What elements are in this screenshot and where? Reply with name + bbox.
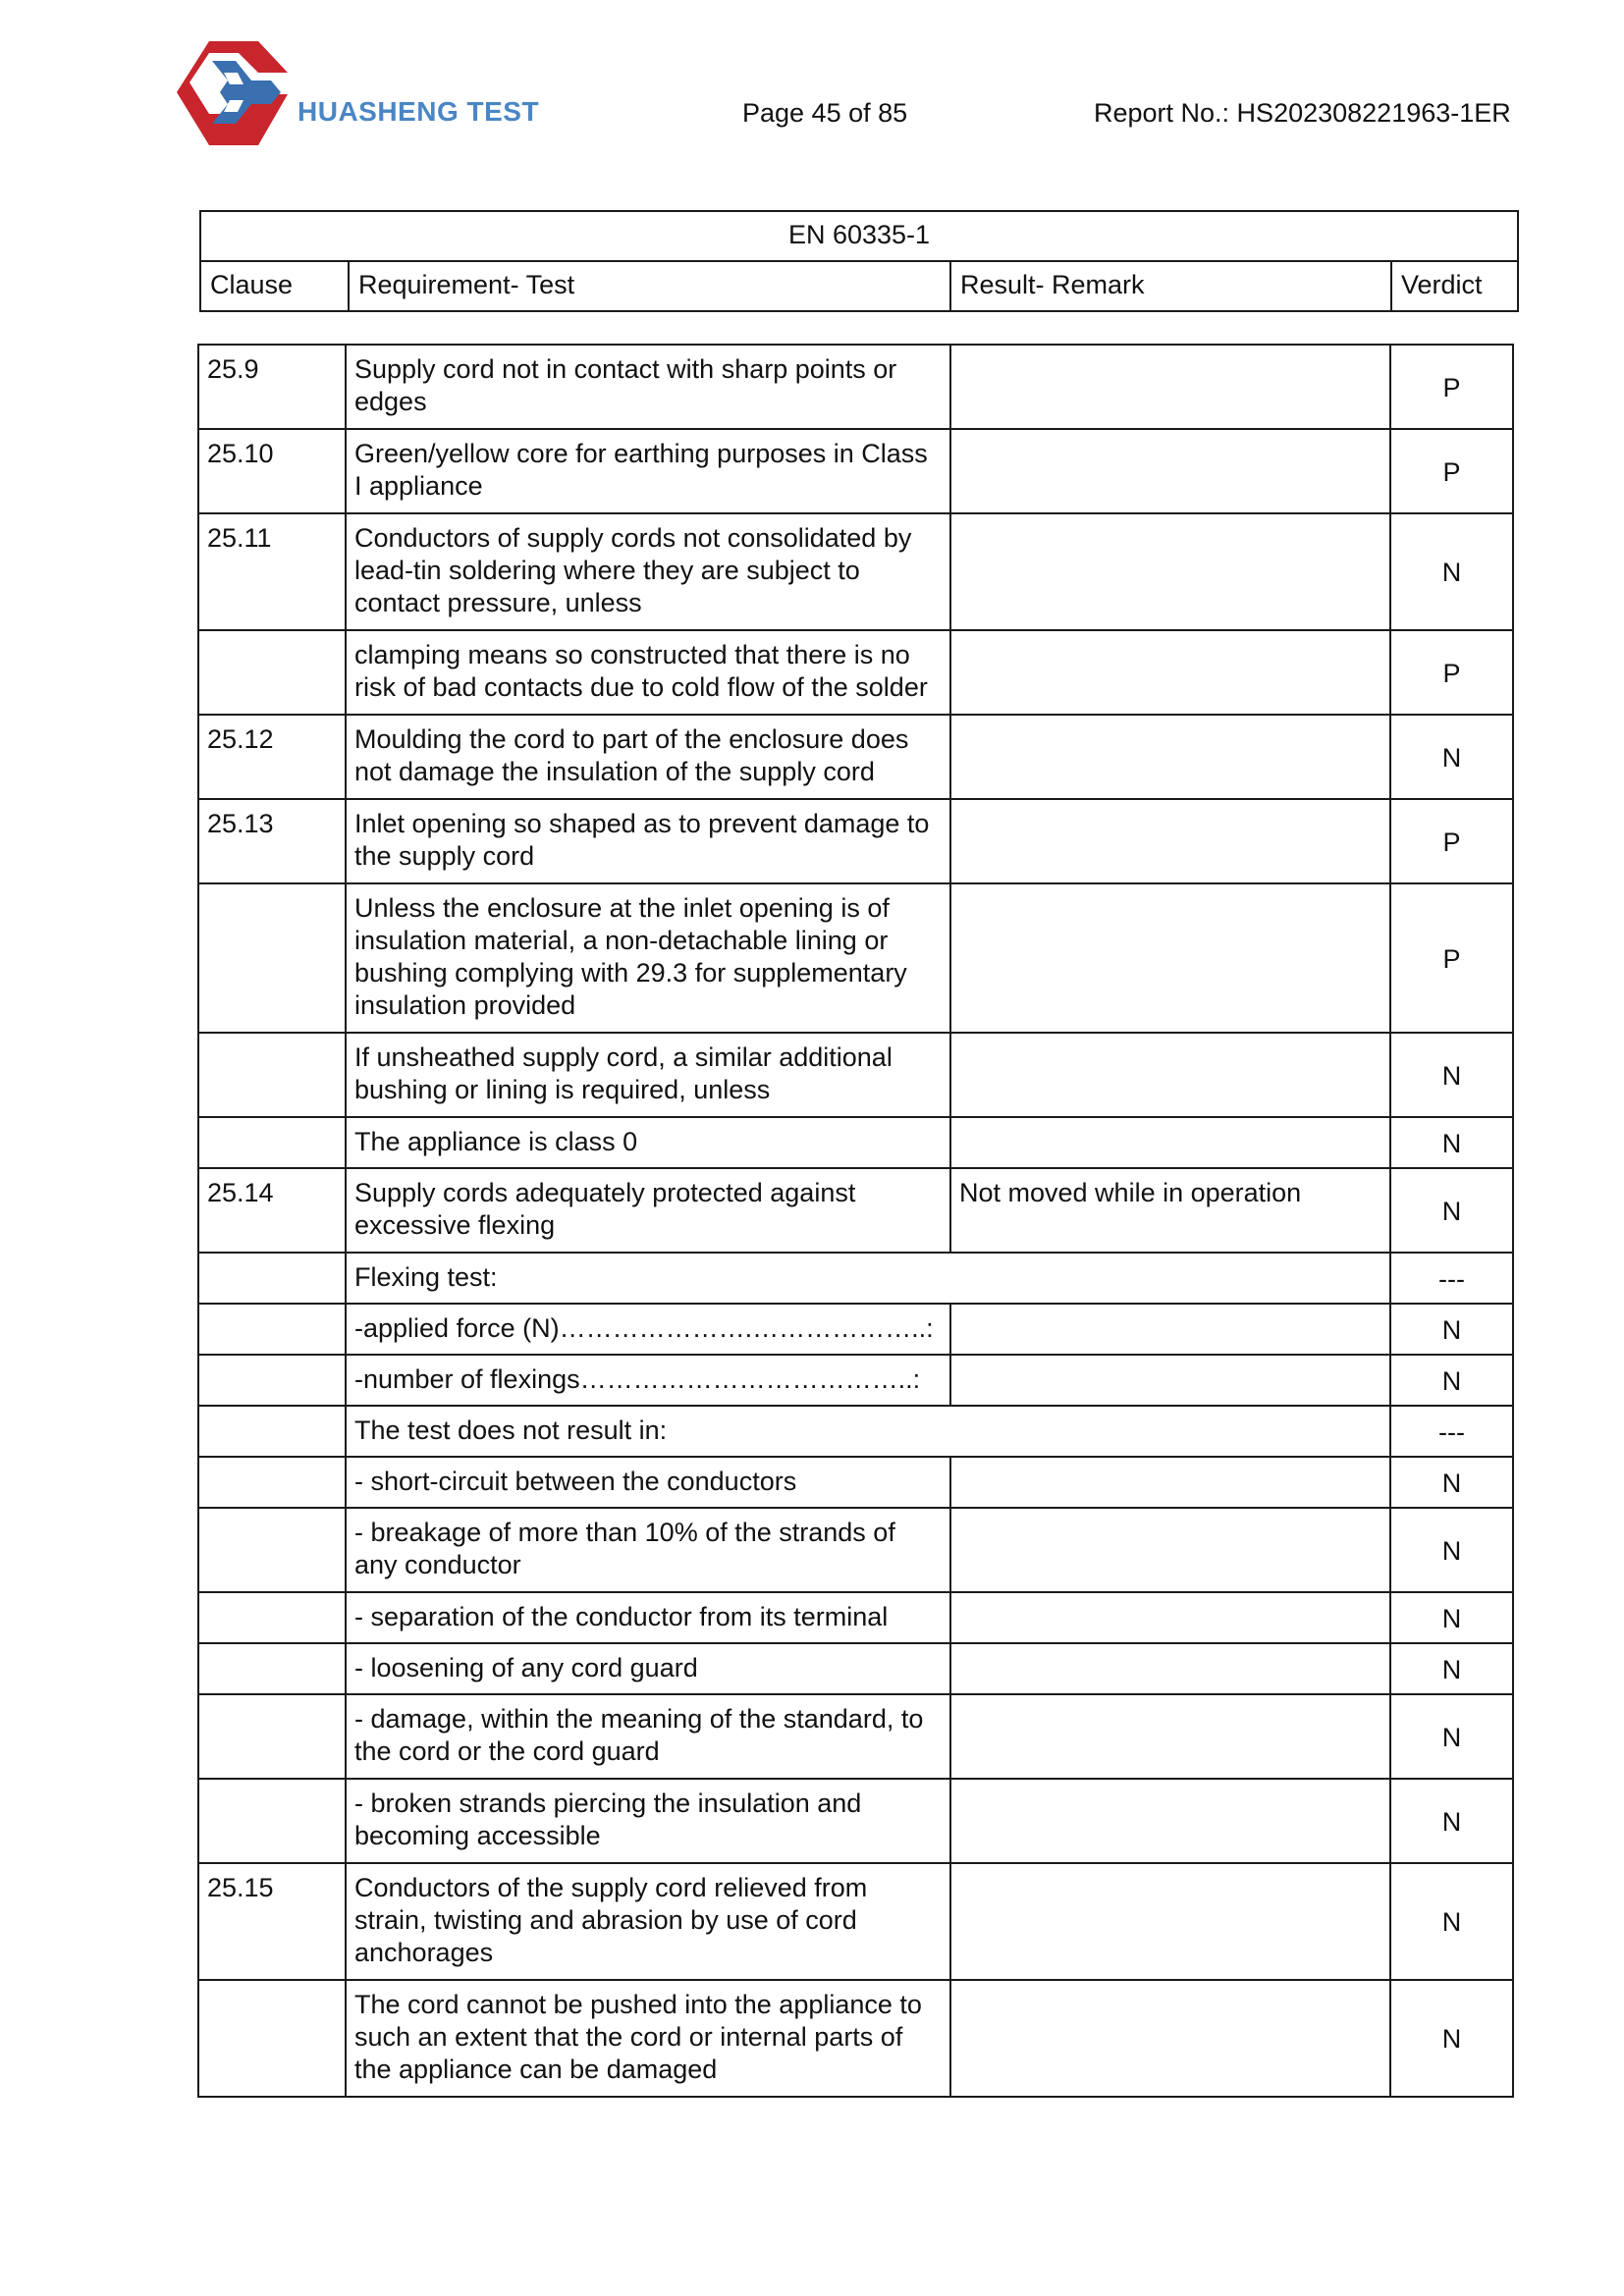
verdict-cell: N xyxy=(1390,1168,1513,1253)
remark-cell xyxy=(950,513,1390,630)
standard-header-table xyxy=(199,210,1519,312)
remark-cell xyxy=(950,1863,1390,1980)
verdict-cell: --- xyxy=(1390,1406,1513,1457)
remark-cell xyxy=(950,1355,1390,1406)
clause-cell xyxy=(198,1304,346,1355)
table-row xyxy=(198,799,1513,883)
verdict-cell: N xyxy=(1390,1863,1513,1980)
column-header-verdict: Verdict xyxy=(1391,261,1518,311)
requirement-cell: - damage, within the meaning of the standard, to the cord or the cord guard xyxy=(346,1694,950,1779)
table-row xyxy=(198,715,1513,799)
verdict-cell: N xyxy=(1390,1457,1513,1508)
clause-cell: 25.14 xyxy=(198,1168,346,1253)
requirement-cell: -number of flexings………………………………..: xyxy=(346,1355,950,1406)
requirement-cell: - broken strands piercing the insulation and becoming accessible xyxy=(346,1779,950,1863)
verdict-cell: N xyxy=(1390,1980,1513,2097)
table-row xyxy=(198,1508,1513,1592)
clause-cell xyxy=(198,1980,346,2097)
remark-cell xyxy=(950,1457,1390,1508)
remark-cell xyxy=(950,715,1390,799)
table-row xyxy=(198,883,1513,1033)
table-row xyxy=(198,429,1513,513)
verdict-cell: --- xyxy=(1390,1253,1513,1304)
requirement-cell: If unsheathed supply cord, a similar additional bushing or lining is required, unless xyxy=(346,1033,950,1117)
table-row xyxy=(198,1779,1513,1863)
table-row xyxy=(198,513,1513,630)
verdict-cell: N xyxy=(1390,1779,1513,1863)
verdict-cell: N xyxy=(1390,1304,1513,1355)
requirement-cell: Supply cord not in contact with sharp points or edges xyxy=(346,345,950,429)
column-header-clause: Clause xyxy=(200,261,349,311)
verdict-cell: N xyxy=(1390,1355,1513,1406)
remark-cell xyxy=(950,1980,1390,2097)
requirement-cell: - separation of the conductor from its terminal xyxy=(346,1592,950,1643)
verdict-cell: N xyxy=(1390,715,1513,799)
table-row xyxy=(198,1117,1513,1168)
column-header-remark: Result- Remark xyxy=(950,261,1391,311)
requirement-cell: The appliance is class 0 xyxy=(346,1117,950,1168)
requirements-table xyxy=(197,344,1514,2098)
requirement-cell: Flexing test: xyxy=(346,1253,1390,1304)
clause-cell: 25.12 xyxy=(198,715,346,799)
clause-cell xyxy=(198,883,346,1033)
verdict-cell: P xyxy=(1390,883,1513,1033)
clause-cell xyxy=(198,1643,346,1694)
requirement-cell: Green/yellow core for earthing purposes in Class I appliance xyxy=(346,429,950,513)
remark-cell xyxy=(950,1694,1390,1779)
clause-cell xyxy=(198,1508,346,1592)
requirement-cell: Conductors of supply cords not consolidated by lead-tin soldering where they are subject to contact pressure, unless xyxy=(346,513,950,630)
requirement-cell: - short-circuit between the conductors xyxy=(346,1457,950,1508)
remark-cell xyxy=(950,1117,1390,1168)
clause-cell: 25.11 xyxy=(198,513,346,630)
requirement-cell: The test does not result in: xyxy=(346,1406,1390,1457)
table-row xyxy=(198,1643,1513,1694)
verdict-cell: N xyxy=(1390,1643,1513,1694)
requirement-cell: - breakage of more than 10% of the strands of any conductor xyxy=(346,1508,950,1592)
verdict-cell: P xyxy=(1390,429,1513,513)
clause-cell xyxy=(198,1117,346,1168)
table-row xyxy=(198,1355,1513,1406)
table-row xyxy=(198,1592,1513,1643)
requirement-cell: -applied force (N)………………….………………..: xyxy=(346,1304,950,1355)
verdict-cell: P xyxy=(1390,799,1513,883)
brand-name: HUASHENG TEST xyxy=(298,96,540,127)
remark-cell xyxy=(950,1779,1390,1863)
table-row xyxy=(198,1304,1513,1355)
requirement-cell: - loosening of any cord guard xyxy=(346,1643,950,1694)
remark-cell xyxy=(950,883,1390,1033)
table-row xyxy=(198,630,1513,715)
verdict-cell: N xyxy=(1390,1033,1513,1117)
huasheng-logo-icon xyxy=(165,33,302,151)
standard-title: EN 60335-1 xyxy=(200,211,1518,261)
clause-cell: 25.15 xyxy=(198,1863,346,1980)
clause-cell xyxy=(198,1033,346,1117)
table-row xyxy=(198,1253,1513,1304)
requirement-cell: clamping means so constructed that there is no risk of bad contacts due to cold flow of the solder xyxy=(346,630,950,715)
verdict-cell: P xyxy=(1390,345,1513,429)
clause-cell: 25.13 xyxy=(198,799,346,883)
requirement-cell: Moulding the cord to part of the enclosure does not damage the insulation of the supply cord xyxy=(346,715,950,799)
verdict-cell: N xyxy=(1390,1694,1513,1779)
table-row xyxy=(198,1980,1513,2097)
column-header-requirement: Requirement- Test xyxy=(349,261,950,311)
table-row xyxy=(198,345,1513,429)
verdict-cell: N xyxy=(1390,513,1513,630)
remark-cell xyxy=(950,429,1390,513)
table-row xyxy=(198,1457,1513,1508)
table-row xyxy=(198,1694,1513,1779)
clause-cell xyxy=(198,1592,346,1643)
verdict-cell: N xyxy=(1390,1592,1513,1643)
clause-cell xyxy=(198,1779,346,1863)
clause-cell xyxy=(198,1457,346,1508)
report-number: Report No.: HS202308221963-1ER xyxy=(1094,98,1511,128)
page-number: Page 45 of 85 xyxy=(742,98,908,128)
remark-cell xyxy=(950,1304,1390,1355)
remark-cell xyxy=(950,799,1390,883)
verdict-cell: N xyxy=(1390,1508,1513,1592)
remark-cell xyxy=(950,1592,1390,1643)
requirement-cell: Unless the enclosure at the inlet opening is of insulation material, a non-detachable lining or bushing complying with 29.3 for supplementary insulation provided xyxy=(346,883,950,1033)
table-row xyxy=(198,1168,1513,1253)
table-row xyxy=(198,1033,1513,1117)
clause-cell: 25.9 xyxy=(198,345,346,429)
requirement-cell: Supply cords adequately protected against excessive flexing xyxy=(346,1168,950,1253)
clause-cell xyxy=(198,630,346,715)
remark-cell xyxy=(950,1643,1390,1694)
remark-cell xyxy=(950,1508,1390,1592)
clause-cell xyxy=(198,1694,346,1779)
remark-cell xyxy=(950,1033,1390,1117)
remark-cell xyxy=(950,630,1390,715)
remark-cell xyxy=(950,345,1390,429)
table-row xyxy=(198,1406,1513,1457)
verdict-cell: P xyxy=(1390,630,1513,715)
requirement-cell: Conductors of the supply cord relieved from strain, twisting and abrasion by use of cord anchorages xyxy=(346,1863,950,1980)
remark-cell: Not moved while in operation xyxy=(950,1168,1390,1253)
table-row xyxy=(198,1863,1513,1980)
clause-cell: 25.10 xyxy=(198,429,346,513)
clause-cell xyxy=(198,1253,346,1304)
clause-cell xyxy=(198,1355,346,1406)
requirement-cell: The cord cannot be pushed into the appliance to such an extent that the cord or internal parts of the appliance can be damaged xyxy=(346,1980,950,2097)
verdict-cell: N xyxy=(1390,1117,1513,1168)
requirement-cell: Inlet opening so shaped as to prevent damage to the supply cord xyxy=(346,799,950,883)
clause-cell xyxy=(198,1406,346,1457)
